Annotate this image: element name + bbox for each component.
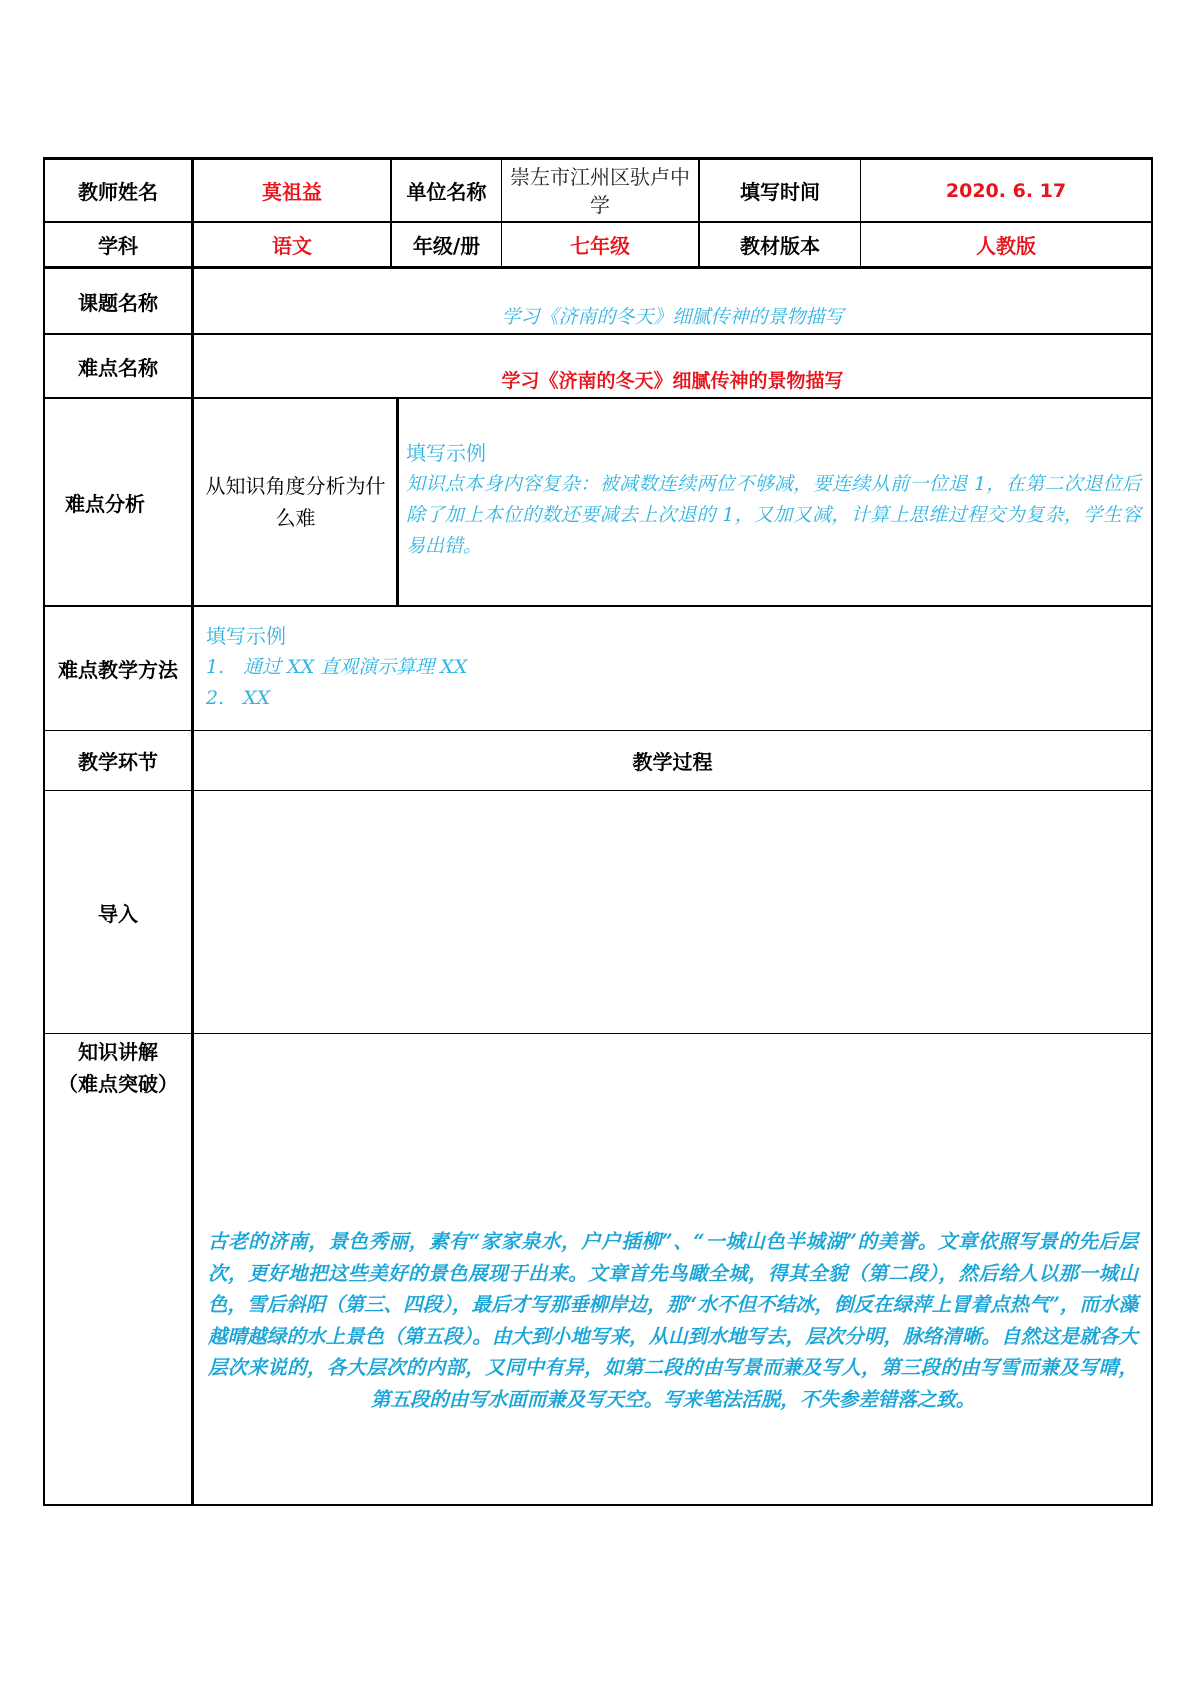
teacher-name-value: 莫祖益 <box>262 180 322 204</box>
teacher-name-label: 教师姓名 <box>78 180 158 204</box>
method-example-title: 填写示例 <box>206 624 286 648</box>
knowledge-label <box>45 1034 191 1100</box>
method-label: 难点教学方法 <box>58 658 178 682</box>
edition-label: 教材版本 <box>740 234 820 258</box>
method-item-2: 2. XX <box>206 687 271 709</box>
stage-label: 教学环节 <box>78 750 158 774</box>
topic-value: 学习《济南的冬天》细腻传神的景物描写 <box>501 305 844 328</box>
subject-value: 语文 <box>272 234 312 258</box>
edition-value: 人教版 <box>976 234 1036 258</box>
analysis-label: 难点分析 <box>65 491 145 516</box>
method-example <box>206 621 1136 714</box>
rule-right <box>1151 157 1153 1506</box>
difficulty-label: 难点名称 <box>78 355 158 380</box>
analysis-example-text: 知识点本身内容复杂：被减数连续两位不够减，要连续从前一位退 1，在第二次退位后除了加上本位的数还要减去上次退的 1，又加又减，计算上思维过程交为复杂，学生容易出错。 <box>406 473 1141 557</box>
subject-label: 学科 <box>98 234 138 258</box>
analysis-sub-label: 从知识角度分析为什么难 <box>205 474 386 530</box>
unit-name-label: 单位名称 <box>406 180 487 204</box>
rule-bottom <box>43 1504 1153 1506</box>
rule-row8 <box>43 1033 1153 1034</box>
topic-label: 课题名称 <box>78 290 158 315</box>
knowledge-label-line2: （难点突破） <box>58 1072 178 1096</box>
intro-label: 导入 <box>98 901 138 926</box>
knowledge-paragraph: 古老的济南，景色秀丽，素有“家家泉水，户户插柳”、“一城山色半城湖”的美誉。文章依照写景的先后层次，更好地把这些美好的景色展现于出来。文章首先鸟瞰全城，得其全貌（第二段），然后给人以那一城山色，雪后斜阳（第三、四段），最后才写那垂柳岸边，那“水不但不结冰，倒反在绿萍上冒着点热气”，而水藻越晴越绿的水上景色（第五段）。由大到小地写来，从山到水地写去，层次分明，脉络清晰。自然这是就各大层次来说的，各大层次的内部，又同中有异，如第二段的由写景而兼及写人，第三段的由写雪而兼及写晴，第五段的由写水面而兼及写天空。写来笔法活脱，不失参差错落之致。 <box>208 1230 1138 1411</box>
fill-time-value: 2020. 6. 17 <box>945 179 1067 202</box>
grade-value: 七年级 <box>570 234 630 258</box>
analysis-example-title: 填写示例 <box>406 441 486 465</box>
process-label: 教学过程 <box>632 750 713 774</box>
intro-content <box>194 791 1151 1033</box>
analysis-example <box>406 438 1141 562</box>
difficulty-value: 学习《济南的冬天》细腻传神的景物描写 <box>501 370 844 392</box>
grade-label: 年级/册 <box>412 234 481 258</box>
rule-row2 <box>43 266 1153 269</box>
method-item-1: 1. 通过 XX 直观演示算理 XX <box>206 656 468 678</box>
rule-row5 <box>43 605 1153 607</box>
unit-name-value: 崇左市江州区驮卢中学 <box>510 165 690 217</box>
knowledge-label-line1: 知识讲解 <box>78 1040 158 1064</box>
lesson-plan-table <box>43 157 1153 1506</box>
rule-analysis-split <box>396 399 399 606</box>
fill-time-label: 填写时间 <box>740 180 820 204</box>
rule-row3 <box>43 333 1153 335</box>
